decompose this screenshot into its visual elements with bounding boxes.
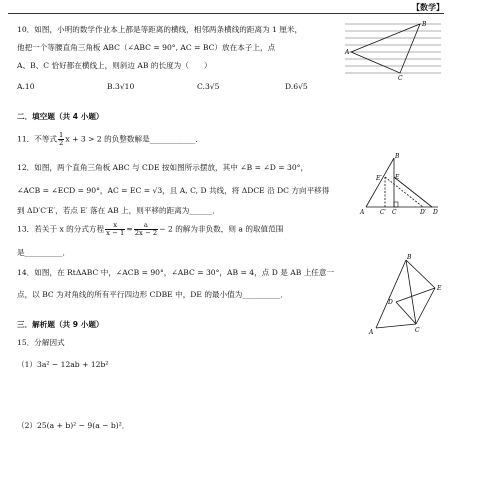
q14-line1: 14．如图，在 RtΔABC 中，∠ACB = 90°，∠ABC = 30°，AB = 4，点 D 是 AB 上任意一 — [17, 268, 335, 277]
q10-option-b: B.3√10 — [107, 82, 135, 91]
section2-title: 二．填空题（共 4 小题） — [17, 112, 104, 121]
q14-line2: 点，以 BC 为对角线的所有平行四边形 CDBE 中，DE 的最小值为__________． — [17, 290, 288, 299]
q12-figure — [356, 150, 448, 220]
q13-equals: = — [126, 224, 133, 234]
q13-line2: 是__________． — [17, 248, 71, 257]
q15-part2: （2）25(a + b)² − 9(a − b)²． — [17, 421, 130, 430]
q12-line2: ∠ACB = ∠ECD = 90°，AC = EC = √3，且 A, C, D 共线，将 ΔDCE 沿 DC 方向平移得 — [17, 186, 330, 195]
subject-tag: 【数学】 — [412, 3, 444, 12]
q10-label-a: A — [345, 49, 350, 56]
q12-line3: 到 ΔD′C′E′，若点 E′ 落在 AB 上，则平移的距离为______． — [17, 206, 220, 215]
q12-label-a: A — [360, 209, 365, 216]
q12-line1: 12．如图，两个直角三角板 ABC 与 CDE 按如图所示摆放，其中 ∠B = ∠D = 30°， — [17, 163, 309, 172]
q12-label-ep: E′ — [376, 175, 382, 182]
q10-figure — [343, 18, 443, 82]
q12-label-dp: D′ — [420, 209, 427, 216]
q12-label-d: D — [433, 209, 438, 216]
q13-suffix: − 2 的解为非负数，则 a 的取值范围 — [159, 224, 284, 234]
q14-label-b: B — [407, 254, 412, 261]
q10-label-c: C — [398, 75, 403, 82]
q15-part1: （1）3a² − 12ab + 12b² — [17, 360, 109, 369]
q12-label-cp: C′ — [380, 209, 386, 216]
q11-prefix: 11．不等式 — [17, 134, 58, 144]
q12-label-c: C — [392, 209, 397, 216]
q10-label-b: B — [422, 21, 427, 28]
q11-line — [17, 132, 203, 147]
q13-prefix: 13．若关于 x 的分式方程 — [17, 224, 105, 234]
q14-label-e: E — [437, 285, 442, 292]
q14-label-a: A — [369, 329, 374, 336]
q10-line2: 他把一个等腰直角三角板 ABC（∠ABC = 90°, AC = BC）放在本子上，点 — [17, 43, 276, 52]
q13-fraction-right: $\frac{a}{2x - 2}$ — [134, 221, 158, 238]
q15-title: 15．分解因式 — [17, 338, 65, 347]
q12-label-b: B — [395, 153, 400, 160]
q12-label-e: E — [395, 174, 400, 181]
q11-fraction: $\frac{1}{2}$ — [59, 131, 64, 148]
q10-line3: A、B、C 恰好都在横线上，则斜边 AB 的长度为（ ） — [17, 61, 212, 70]
section3-title: 三．解析题（共 9 小题） — [17, 320, 104, 329]
q10-line1: 10．如图，小明的数学作业本上都是等距离的横线，相邻两条横线的距离为 1 厘米， — [17, 25, 303, 34]
q11-suffix: x + 3 > 2 的负整数解是____________． — [65, 134, 203, 144]
q10-triangle — [351, 24, 420, 73]
q14-figure — [362, 252, 448, 336]
q13-line1 — [17, 222, 283, 237]
q13-fraction-left: $\frac{x}{x - 1}$ — [106, 221, 125, 238]
header-rule — [8, 13, 444, 14]
q10-option-a: A.10 — [17, 82, 35, 91]
q14-label-d: D — [388, 299, 393, 306]
q14-label-c: C — [415, 327, 420, 334]
q10-option-c: C.3√5 — [197, 82, 220, 91]
q10-option-d: D.6√5 — [285, 82, 308, 91]
